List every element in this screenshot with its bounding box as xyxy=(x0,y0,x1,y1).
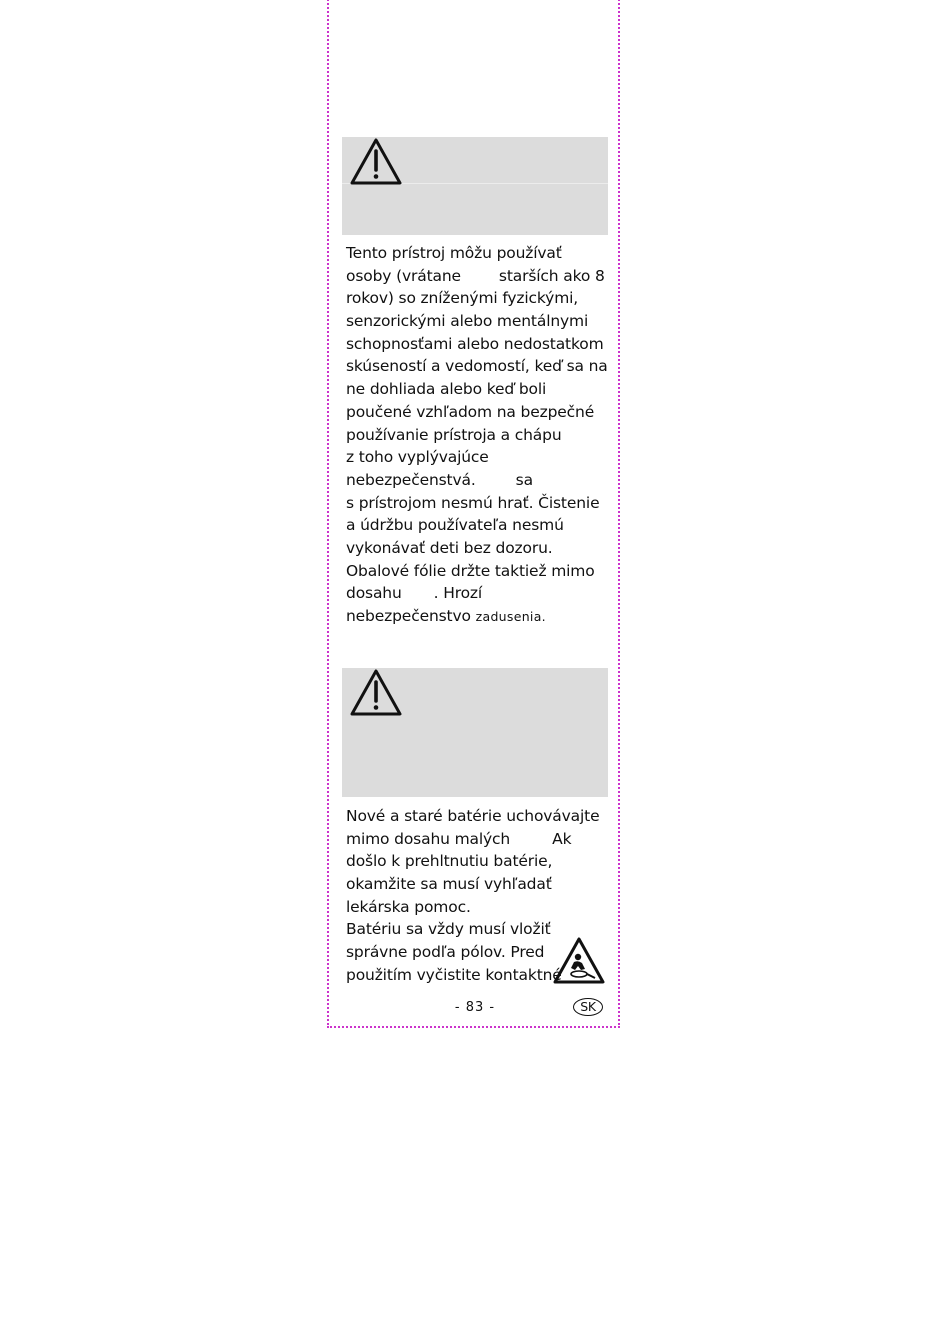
text-line: Obalové fólie držte taktiež mimo xyxy=(346,561,595,580)
text-line: schopnosťami alebo nedostatkom xyxy=(346,334,604,353)
text-line: nebezpečenstvo zadusenia. xyxy=(346,607,546,625)
country-badge: SK xyxy=(573,998,603,1016)
text-line: mimo dosahu malých Ak xyxy=(346,829,572,848)
child-hazard-icon xyxy=(552,936,606,986)
text-line: správne podľa pólov. Pred xyxy=(346,943,545,962)
text-line: ne dohliada alebo keď boli xyxy=(346,380,547,399)
text-line: skúseností a vedomostí, keď sa na xyxy=(346,357,608,376)
warning-band-battery xyxy=(342,668,608,797)
text-line: okamžite sa musí vyhľadať xyxy=(346,875,552,894)
text-line: z toho vyplývajúce xyxy=(346,448,489,467)
text-line: a údržbu používateľa nesmú xyxy=(346,516,564,535)
text-line: lekárska pomoc. xyxy=(346,897,471,916)
text-line: použitím vyčistite kontaktné xyxy=(346,965,562,984)
text-line: rokov) so zníženými fyzickými, xyxy=(346,289,579,308)
text-line: dosahu . Hrozí xyxy=(346,584,483,603)
text-line: používanie prístroja a chápu xyxy=(346,425,562,444)
child-safety-text xyxy=(346,242,608,628)
warning-triangle-icon xyxy=(349,137,403,187)
text-line: s prístrojom nesmú hrať. Čistenie xyxy=(346,493,600,512)
text-line: došlo k prehltnutiu batérie, xyxy=(346,852,553,871)
text-line: Tento prístroj môžu používať xyxy=(346,244,562,262)
text-line: nebezpečenstvá. sa xyxy=(346,470,533,489)
text-line: osoby (vrátane starších ako 8 xyxy=(346,266,605,285)
text-line: vykonávať deti bez dozoru. xyxy=(346,538,553,557)
text-line: Batériu sa vždy musí vložiť xyxy=(346,920,551,939)
text-line: poučené vzhľadom na bezpečné xyxy=(346,402,595,421)
warning-triangle-icon xyxy=(349,668,403,718)
text-line: senzorickými alebo mentálnymi xyxy=(346,312,589,331)
text-line: Nové a staré batérie uchovávajte xyxy=(346,807,600,825)
warning-band-top xyxy=(342,137,608,235)
page-number: - 83 - xyxy=(454,1000,496,1015)
